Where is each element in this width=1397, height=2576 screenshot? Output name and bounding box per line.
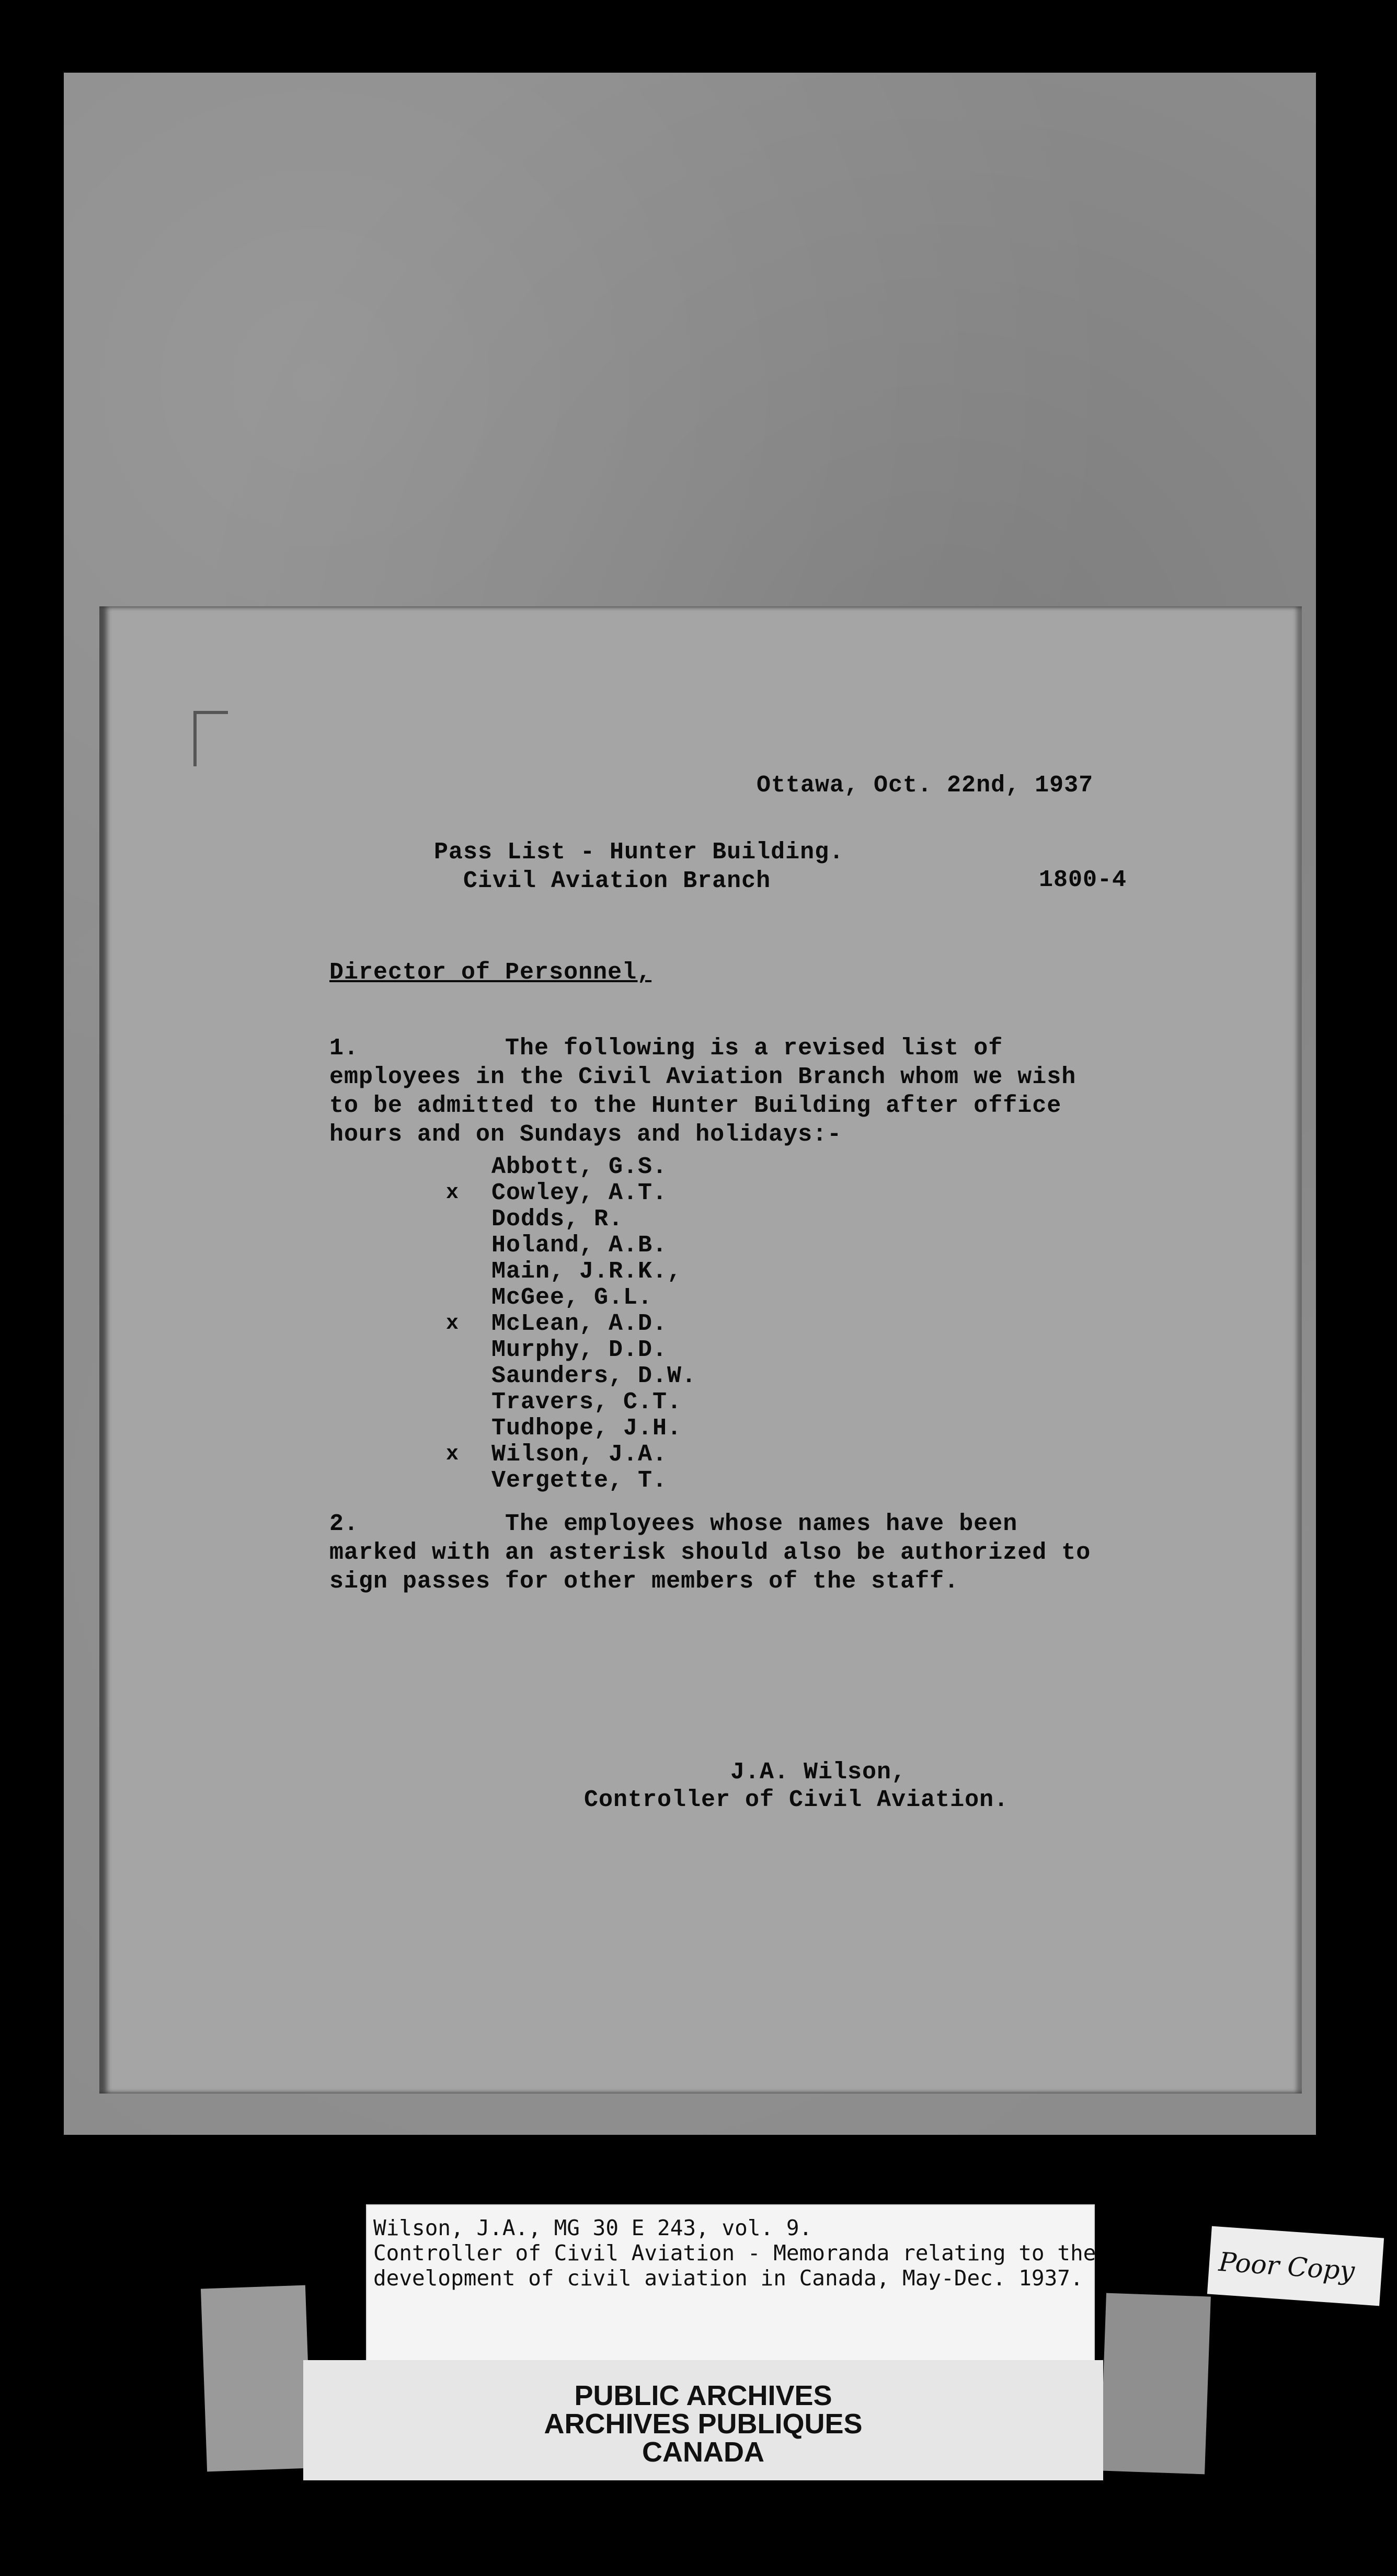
stamp-line-2: ARCHIVES PUBLIQUES — [544, 2408, 863, 2440]
employee-name: Holand, A.B. — [491, 1232, 668, 1259]
subject-line-1: Pass List - Hunter Building. — [434, 839, 844, 866]
label-line-3: development of civil aviation in Canada, May-Dec. 1937. — [373, 2266, 1083, 2291]
employee-name: Murphy, D.D. — [491, 1337, 668, 1363]
employee-name: Travers, C.T. — [491, 1389, 682, 1416]
asterisk-mark: x — [446, 1312, 460, 1336]
employee-name: Wilson, J.A. — [491, 1441, 668, 1468]
asterisk-mark: x — [446, 1443, 460, 1466]
paragraph-2: 2. The employees whose names have been marked with an asterisk should also be authorized to sign passes for other members of the staff. — [329, 1511, 1091, 1595]
asterisk-mark: x — [446, 1181, 460, 1205]
stamp-line-3: CANADA — [642, 2436, 764, 2468]
tape-right — [1100, 2293, 1211, 2475]
archive-label — [366, 2204, 1095, 2374]
memo-date: Ottawa, Oct. 22nd, 1937 — [757, 772, 1094, 799]
file-number: 1800-4 — [1039, 867, 1127, 893]
memo-subject — [434, 838, 844, 895]
paperclip-mark — [193, 711, 228, 766]
employee-name: McLean, A.D. — [491, 1310, 668, 1337]
employee-name: Dodds, R. — [491, 1206, 624, 1233]
label-line-2: Controller of Civil Aviation - Memoranda relating to the — [373, 2240, 1096, 2266]
tape-left — [201, 2285, 312, 2472]
addressee: Director of Personnel, — [329, 959, 652, 986]
subject-line-2: Civil Aviation Branch — [463, 868, 771, 894]
stamp-line-1: PUBLIC ARCHIVES — [574, 2380, 832, 2411]
employee-name: Tudhope, J.H. — [491, 1415, 682, 1442]
paragraph-1: 1. The following is a revised list of employees in the Civil Aviation Branch whom we wish to be admitted to the Hunter Building after office hours and on Sundays and holidays:- — [329, 1035, 1077, 1148]
signature-name: J.A. Wilson, — [730, 1759, 907, 1786]
archives-stamp — [303, 2360, 1103, 2480]
employee-name: Cowley, A.T. — [491, 1180, 668, 1206]
poor-copy-text: Poor Copy — [1218, 2246, 1356, 2286]
poor-copy-note — [1207, 2226, 1384, 2306]
label-line-1: Wilson, J.A., MG 30 E 243, vol. 9. — [373, 2215, 812, 2240]
memo-page — [99, 606, 1302, 2094]
employee-name: Vergette, T. — [491, 1467, 668, 1494]
employee-name: Abbott, G.S. — [491, 1154, 668, 1180]
signature-title: Controller of Civil Aviation. — [584, 1787, 1009, 1813]
employee-name: McGee, G.L. — [491, 1284, 653, 1311]
employee-name: Main, J.R.K., — [491, 1258, 682, 1285]
employee-name: Saunders, D.W. — [491, 1363, 697, 1389]
